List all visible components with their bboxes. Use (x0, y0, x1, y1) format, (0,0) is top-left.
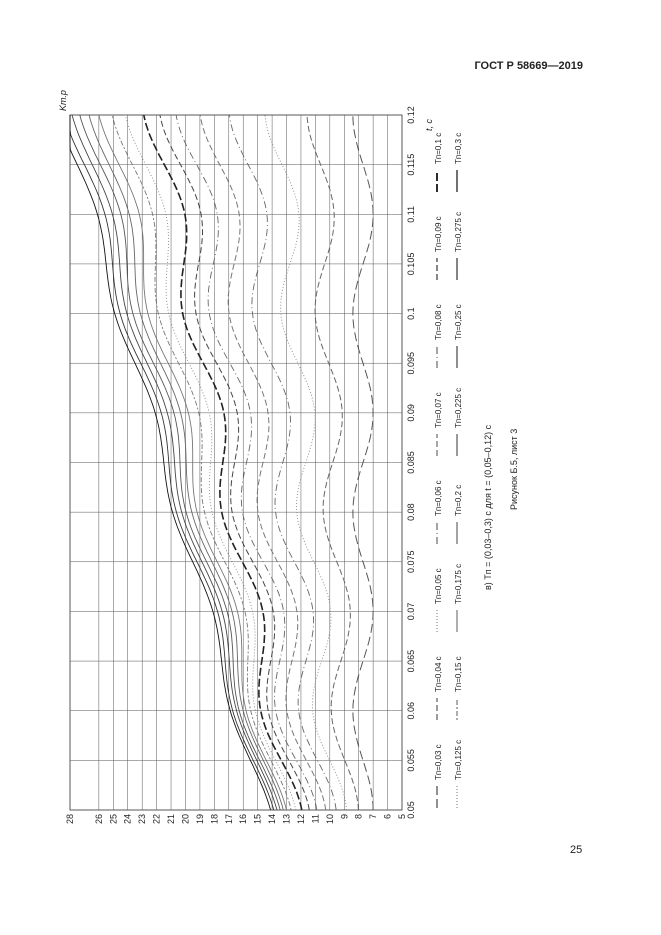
y-tick-label: 21 (166, 814, 177, 825)
y-tick-label: 13 (281, 814, 292, 825)
y-tick-label: 17 (223, 814, 234, 825)
legend-label: Tп=0,275 с (454, 211, 463, 252)
document-header: ГОСТ Р 58669—2019 (474, 60, 583, 72)
y-tick-label: 19 (194, 814, 205, 825)
y-tick-label: 16 (238, 814, 249, 825)
y-tick-label: 28 (65, 814, 75, 825)
x-tick-label: 0.075 (406, 550, 416, 574)
x-tick-label: 0.12 (406, 106, 416, 124)
legend-label: Tп=0,03 с (434, 744, 443, 780)
legend-label: Tп=0,05 с (434, 568, 443, 604)
legend-label: Tп=0,09 с (434, 216, 443, 252)
x-tick-label: 0.105 (406, 252, 416, 276)
x-tick-label: 0.095 (406, 351, 416, 375)
y-tick-label: 14 (267, 814, 278, 825)
legend-label: Tп=0,2 с (454, 484, 463, 516)
y-tick-label: 25 (108, 814, 119, 825)
y-tick-label: 22 (151, 814, 162, 825)
x-tick-label: 0.115 (406, 153, 416, 176)
x-tick-label: 0.085 (406, 451, 416, 474)
legend-label: Tп=0,25 с (454, 304, 463, 340)
legend-label: Tп=0,04 с (434, 656, 443, 692)
x-tick-label: 0.05 (406, 801, 416, 819)
x-tick-label: 0.06 (406, 701, 416, 720)
y-tick-label: 18 (209, 814, 220, 825)
legend-label: Tп=0,15 с (454, 656, 463, 692)
x-tick-label: 0.08 (406, 503, 416, 521)
y-tick-label: 12 (295, 814, 306, 825)
y-tick-label: 23 (137, 814, 148, 825)
figure-caption: Рисунок Б.5, лист 3 (509, 428, 519, 510)
y-tick-label: 20 (180, 814, 191, 825)
y-tick-label: 7 (368, 814, 379, 820)
y-tick-label: 6 (382, 814, 393, 820)
y-tick-label: 26 (93, 814, 104, 825)
y-axis-label: Kт.р (58, 90, 68, 111)
legend-label: Tп=0,1 с (434, 132, 443, 164)
y-tick-label: 11 (310, 814, 321, 824)
y-tick-label: 9 (339, 814, 350, 820)
y-tick-label: 15 (252, 814, 263, 825)
legend-label: Tп=0,07 с (434, 392, 443, 428)
x-tick-label: 0.11 (406, 205, 416, 223)
x-tick-label: 0.1 (406, 307, 416, 320)
y-tick-label: 8 (353, 814, 364, 820)
x-tick-label: 0.09 (406, 404, 416, 422)
x-axis-label: t, c (424, 119, 434, 132)
legend-label: Tп=0,08 с (434, 304, 443, 340)
y-tick-label: 5 (397, 814, 407, 820)
legend-label: Tп=0,3 с (454, 132, 463, 164)
x-tick-label: 0.07 (406, 602, 416, 621)
x-tick-label: 0.055 (406, 749, 416, 772)
y-tick-label: 10 (324, 814, 335, 825)
subfigure-caption: в) Tп = (0,03–0,3) с для t = (0,05–0,12) с (483, 424, 493, 590)
legend-label: Tп=0,225 с (454, 387, 463, 428)
y-tick-label: 24 (122, 814, 133, 825)
legend-label: Tп=0,06 с (434, 480, 443, 516)
legend-label: Tп=0,175 с (454, 563, 463, 604)
x-tick-label: 0.065 (406, 649, 416, 673)
legend-label: Tп=0,125 с (454, 739, 463, 780)
page-number: 25 (570, 844, 583, 856)
